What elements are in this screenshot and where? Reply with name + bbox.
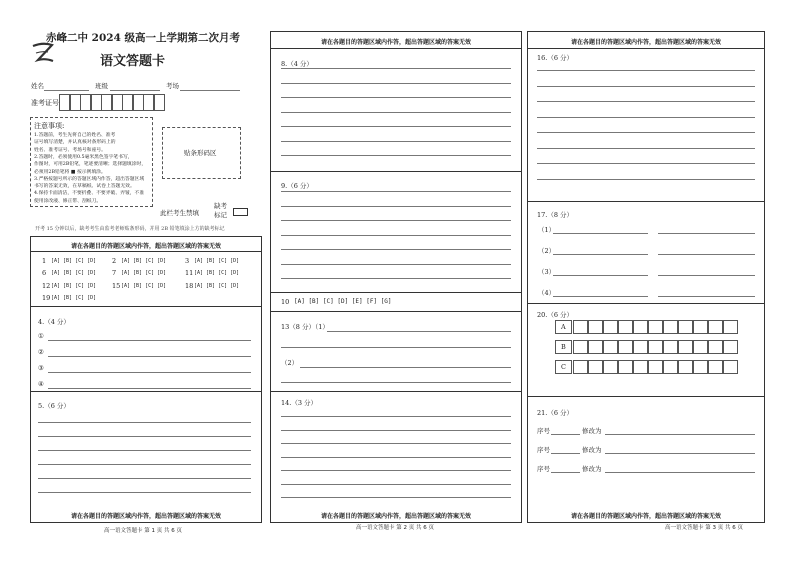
question-21-seq-label: 序号 [537,446,550,454]
footer-page-3: 高一语文答题卡 第 3 页 共 6 页 [665,525,743,531]
writing-cell[interactable] [573,340,588,354]
choice-options[interactable]: [A] [B] [C] [D] [194,258,240,264]
exam-no-label: 准考证号 [31,99,59,107]
answer-line[interactable] [658,233,755,234]
divider [270,171,522,172]
class-label: 班级 [95,82,108,90]
answer-line[interactable] [38,478,251,479]
writing-cell[interactable] [633,340,648,354]
writing-cell[interactable] [723,340,738,354]
right-answer-panel [527,31,765,523]
writing-cell[interactable] [633,320,648,334]
answer-line[interactable] [281,220,511,221]
writing-cell[interactable] [678,320,693,334]
answer-line[interactable] [605,453,755,454]
divider [527,48,765,49]
answer-line[interactable] [281,249,511,250]
writing-cell[interactable] [663,320,678,334]
question-13-label: 13（8 分）（1） [281,323,329,331]
answer-line[interactable] [281,68,511,69]
choice-number: 15 [112,282,121,290]
barcode-label: 贴条形码区 [184,149,217,157]
notes-title: 注意事项: [34,122,65,130]
question-4-label: 4.（4 分） [38,318,70,326]
choice-options[interactable]: [A] [B] [C] [D] [121,258,167,264]
notes-line: 必须用2B铅笔将 ■ 按示例填涂。 [34,169,106,175]
answer-line[interactable] [281,457,511,458]
question-21-seq-label: 序号 [537,427,550,435]
choice-options[interactable]: [A] [B] [C] [D] [51,258,97,264]
writing-cell[interactable] [663,340,678,354]
exam-number-cell[interactable] [154,94,165,111]
answer-line[interactable] [48,356,251,357]
answer-line[interactable] [551,472,580,473]
answer-line[interactable] [281,497,511,498]
choice-number: 19 [42,294,51,302]
answer-line[interactable] [537,86,755,87]
writing-cell[interactable] [618,340,633,354]
exam-number-cell[interactable] [91,94,102,111]
question-17-mark: （2） [538,247,556,255]
answer-line[interactable] [38,422,251,423]
writing-cell[interactable] [648,340,663,354]
divider [270,292,522,293]
absent-mark-box[interactable] [233,208,248,216]
writing-cell[interactable] [663,360,678,374]
answer-line[interactable] [658,296,755,297]
answer-line[interactable] [551,434,580,435]
answer-line[interactable] [537,101,755,102]
writing-cell[interactable] [648,320,663,334]
choice-number: 2 [112,257,117,265]
question-17-mark: （3） [538,268,556,276]
answer-line[interactable] [537,70,755,71]
notes-line: 书写的答案无效，在草稿纸、试卷上答题无效。 [34,184,135,190]
choice-number: 18 [185,282,194,290]
writing-cell[interactable] [618,320,633,334]
writing-cell[interactable] [723,320,738,334]
answer-line[interactable] [537,117,755,118]
notes-line: 使用涂改液、修正带、刮纸刀。 [34,198,102,204]
answer-line[interactable] [281,126,511,127]
notice-top-2: 请在各题目的答题区域内作答，超出答题区域的答案无效 [320,39,471,46]
answer-line[interactable] [537,148,755,149]
writing-cell[interactable] [588,360,603,374]
answer-line[interactable] [553,233,648,234]
answer-line[interactable] [281,97,511,98]
notes-line: 2.答题时，必须使用0.5毫米黑色签字笔书写， [34,154,133,160]
question-20-label: 20.（6 分） [537,311,574,319]
answer-line[interactable] [281,416,511,417]
question-20-row-label: A [561,323,566,331]
writing-cell[interactable] [633,360,648,374]
answer-line[interactable] [281,141,511,142]
exam-number-cell[interactable] [101,94,112,111]
answer-line[interactable] [553,275,648,276]
divider [30,306,262,307]
writing-cell[interactable] [693,320,708,334]
divider [30,251,262,252]
choice-number: 7 [112,269,117,277]
notice-top-3: 请在各题目的答题区域内作答，超出答题区域的答案无效 [570,39,721,46]
writing-cell[interactable] [588,320,603,334]
answer-line[interactable] [281,382,511,383]
choice-options[interactable]: [A] [B] [C] [D] [194,283,240,289]
exam-number-cell[interactable] [80,94,91,111]
question-4-mark: ④ [38,380,44,388]
answer-line[interactable] [281,83,511,84]
answer-line[interactable] [300,367,511,368]
answer-line[interactable] [605,472,755,473]
answer-line[interactable] [48,372,251,373]
question-14-label: 14.（3 分） [281,399,318,407]
exam-number-cell[interactable] [122,94,133,111]
answer-line[interactable] [281,235,511,236]
question-17-mark: （4） [538,289,556,297]
footer-page-1: 高一语文答题卡 第 1 页 共 6 页 [104,528,182,534]
notice-top-1: 请在各题目的答题区域内作答，超出答题区域的答案无效 [70,243,221,250]
absent-label: 缺考标记 [214,202,227,219]
question-16-label: 16.（6 分） [537,54,574,62]
answer-line[interactable] [281,430,511,431]
writing-cell[interactable] [573,360,588,374]
name-field[interactable] [44,90,89,91]
answer-line[interactable] [658,275,755,276]
answer-line[interactable] [281,347,511,348]
answer-line[interactable] [537,163,755,164]
writing-cell[interactable] [708,320,723,334]
notes-line: 姓名、准考证号、考场号和座号。 [34,147,106,153]
question-17-mark: （1） [538,226,556,234]
question-20-row-label: B [561,343,566,351]
notice-bottom-2: 请在各题目的答题区域内作答，超出答题区域的答案无效 [320,513,471,520]
question-21-change-label: 修改为 [582,427,602,435]
writing-cell[interactable] [693,360,708,374]
answer-line[interactable] [281,206,511,207]
answer-line[interactable] [658,254,755,255]
answer-line[interactable] [281,278,511,279]
notes-line: 证号填写清楚，并认真核对条形码上的 [34,140,116,146]
footer-page-2: 高一语文答题卡 第 2 页 共 6 页 [356,525,434,531]
answer-line[interactable] [553,296,648,297]
writing-cell[interactable] [678,340,693,354]
exam-number-cell[interactable] [112,94,123,111]
answer-line[interactable] [327,331,511,332]
room-field[interactable] [180,90,240,91]
writing-cell[interactable] [708,360,723,374]
writing-cell[interactable] [603,320,618,334]
choice-number: 11 [185,269,194,277]
notes-line: 作图时，可用2B铅笔，笔迹要清晰；选择题填涂时， [34,162,147,168]
choice-number: 6 [42,269,47,277]
choice-number: 1 [42,257,47,265]
choice-number: 3 [185,257,190,265]
divider [270,391,522,392]
answer-line[interactable] [281,484,511,485]
left-answer-panel [30,236,262,523]
question-9-label: 9.（6 分） [281,182,313,190]
writing-cell[interactable] [603,340,618,354]
question-5-label: 5.（6 分） [38,402,70,410]
writing-cell[interactable] [618,360,633,374]
answer-line[interactable] [553,254,648,255]
question-13-part-2-label: （2） [281,359,299,367]
no-fill-label: 此栏考生禁填 [160,209,199,217]
answer-line[interactable] [537,132,755,133]
school-title: 赤峰二中 2024 级高一上学期第二次月考 [46,32,241,44]
choice-options[interactable]: [A] [B] [C] [D] [51,283,97,289]
divider [270,48,522,49]
answer-line[interactable] [38,450,251,451]
class-field[interactable] [110,90,160,91]
answer-line[interactable] [281,155,511,156]
answer-line[interactable] [281,112,511,113]
answer-line[interactable] [38,464,251,465]
question-10-options[interactable]: [A] [B] [C] [D] [E] [F] [G] [294,298,392,305]
exam-number-cell[interactable] [70,94,81,111]
middle-answer-panel [270,31,522,523]
answer-line[interactable] [537,179,755,180]
choice-options[interactable]: [A] [B] [C] [D] [51,270,97,276]
question-21-change-label: 修改为 [582,446,602,454]
notice-bottom-3: 请在各题目的答题区域内作答，超出答题区域的答案无效 [570,513,721,520]
notes-line: 4.保持卡面清洁，不要折叠、不要弄破、弄皱，不准 [34,191,145,197]
name-label: 姓名 [31,82,44,90]
writing-cell[interactable] [678,360,693,374]
choice-options[interactable]: [A] [B] [C] [D] [121,283,167,289]
choice-options[interactable]: [A] [B] [C] [D] [51,295,97,301]
choice-number: 12 [42,282,51,290]
notes-line: 1.答题前，考生先将自己的姓名、准考 [34,133,116,138]
answer-line[interactable] [38,492,251,493]
question-21-change-label: 修改为 [582,465,602,473]
writing-cell[interactable] [603,360,618,374]
question-4-mark: ① [38,332,44,340]
divider [527,396,765,397]
notes-line: 3.严格按题号所示的答题区域内作答，超出答题区域 [34,176,145,182]
exam-number-cell[interactable] [59,94,70,111]
answer-line[interactable] [281,191,511,192]
question-17-label: 17.（8 分） [537,211,574,219]
answer-line[interactable] [281,470,511,471]
question-21-label: 21.（6 分） [537,409,574,417]
writing-cell[interactable] [693,340,708,354]
answer-line[interactable] [551,453,580,454]
exam-number-cell[interactable] [133,94,144,111]
question-4-mark: ③ [38,364,44,372]
divider [527,303,765,304]
card-title: 语文答题卡 [100,54,166,69]
writing-cell[interactable] [708,340,723,354]
writing-cell[interactable] [723,360,738,374]
notice-bottom-1: 请在各题目的答题区域内作答，超出答题区域的答案无效 [70,513,221,520]
choice-options[interactable]: [A] [B] [C] [D] [121,270,167,276]
writing-cell[interactable] [573,320,588,334]
answer-line[interactable] [605,434,755,435]
answer-line[interactable] [48,340,251,341]
question-20-row-label: C [561,363,566,371]
question-4-mark: ② [38,348,44,356]
divider [30,391,262,392]
question-8-label: 8.（4 分） [281,60,313,68]
answer-line[interactable] [48,388,251,389]
question-21-seq-label: 序号 [537,465,550,473]
writing-cell[interactable] [648,360,663,374]
answer-line[interactable] [38,436,251,437]
room-label: 考场 [166,82,179,90]
answer-line[interactable] [281,264,511,265]
writing-cell[interactable] [588,340,603,354]
choice-options[interactable]: [A] [B] [C] [D] [194,270,240,276]
exam-number-cell[interactable] [143,94,154,111]
answer-line[interactable] [281,443,511,444]
absent-instruction: 开考 15 分钟以后，缺考考生由监考老师贴条形码，并用 2B 铅笔填涂上方的缺考标记 [35,226,225,232]
divider [527,201,765,202]
divider [270,311,522,312]
question-10-label: 10 [281,298,290,306]
